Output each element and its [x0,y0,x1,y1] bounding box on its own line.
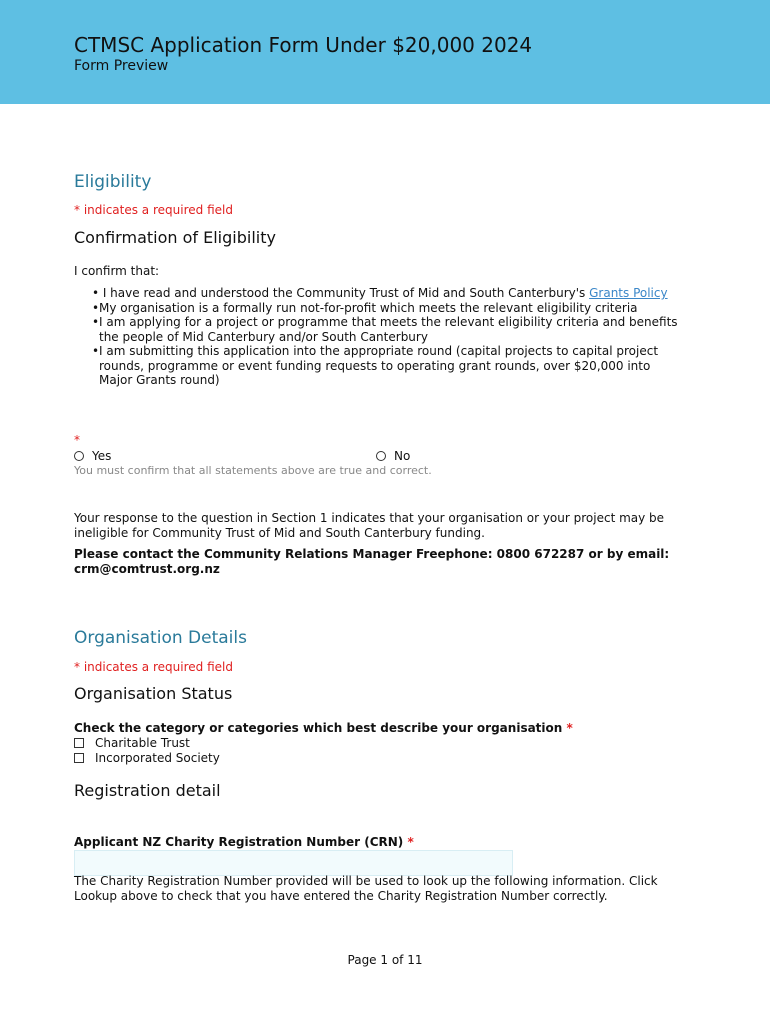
radio-circle-icon[interactable] [376,451,386,461]
organisation-section-title: Organisation Details [74,628,247,648]
form-title: CTMSC Application Form Under $20,000 2024 [74,33,533,57]
organisation-status-title: Organisation Status [74,684,233,703]
contact-message: Please contact the Community Relations Manager Freephone: 0800 672287 or by email: crm@comtrust.org.nz [74,547,670,576]
radio-no-label: No [394,449,411,463]
form-header [0,0,770,104]
checkbox-icon[interactable] [74,738,84,748]
crn-input[interactable] [74,850,513,876]
form-subtitle: Form Preview [74,58,169,74]
confirmation-subtitle: Confirmation of Eligibility [74,228,276,247]
category-question: Check the category or categories which best describe your organisation * [74,721,573,735]
crn-label: Applicant NZ Charity Registration Number (CRN) * [74,835,414,849]
eligibility-required-note: * indicates a required field [74,203,233,217]
required-star: * [566,721,573,735]
list-item: • I am submitting this application into the appropriate round (capital projects to capital project rounds, programme or event funding requests to operating grant rounds, over $20,000 into Major Grants round) [92,344,659,387]
checkbox-label: Charitable Trust [95,736,190,750]
checkbox-label: Incorporated Society [95,751,220,765]
checkbox-icon[interactable] [74,753,84,763]
list-item: • I am applying for a project or programme that meets the relevant eligibility criteria and benefits the people of Mid Canterbury and/or South Canterbury [92,315,678,344]
confirm-intro: I confirm that: [74,264,160,278]
page-number: Page 1 of 11 [347,953,423,967]
required-star: * [74,433,80,447]
crn-help-text: The Charity Registration Number provided will be used to look up the following information. Click Lookup above to check that you have entered the Charity Registration Number correctly. [74,874,658,903]
organisation-required-note: * indicates a required field [74,660,233,674]
eligibility-bullet-list [74,286,684,388]
grants-policy-link[interactable]: Grants Policy [589,286,668,300]
radio-no[interactable] [376,449,410,463]
list-item: • I have read and understood the Community Trust of Mid and South Canterbury's Grants Policy [92,286,668,300]
checkbox-charitable-trust[interactable] [74,736,190,750]
radio-circle-icon[interactable] [74,451,84,461]
radio-yes[interactable] [74,449,111,463]
confirm-hint: You must confirm that all statements above are true and correct. [74,464,432,477]
checkbox-incorporated-society[interactable] [74,751,220,765]
eligibility-section-title: Eligibility [74,172,152,192]
radio-yes-label: Yes [92,449,112,463]
list-item: • My organisation is a formally run not-for-profit which meets the relevant eligibility criteria [92,300,638,315]
registration-title: Registration detail [74,781,221,800]
required-star: * [407,835,414,849]
ineligible-message: Your response to the question in Section 1 indicates that your organisation or your project may be ineligible for Community Trust of Mid and South Canterbury funding. [74,511,665,540]
